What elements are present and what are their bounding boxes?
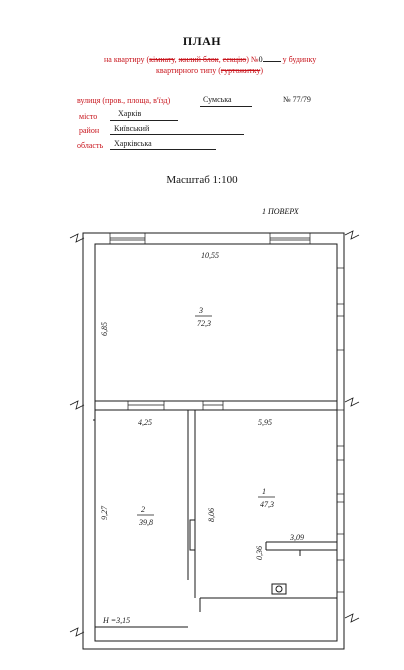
header-room-struck: кімнату (149, 55, 175, 64)
dim-room2-width: 4,25 (138, 418, 152, 427)
header-line2-suffix: ) (260, 66, 263, 75)
header-line1-prefix: на квартиру ( (104, 55, 150, 64)
header-section-struck: секцію (222, 55, 247, 64)
street-value: Сумська (203, 95, 232, 104)
room2-area: 39,8 (139, 518, 153, 527)
region-value: Харківська (114, 139, 152, 148)
outer-wall-inner (95, 244, 337, 641)
house-number: № 77/79 (283, 95, 311, 104)
dim-room2-height: 9,27 (100, 506, 109, 520)
outer-wall-outer (83, 233, 344, 649)
district-label: район (79, 126, 100, 135)
header-line1-suffix: у будинку (280, 55, 317, 64)
room2-number: 2 (141, 505, 145, 514)
ceiling-height: H =3,15 (103, 616, 131, 625)
dim-closet-depth: 0,36 (255, 546, 264, 560)
dim-room1-width: 5,95 (258, 418, 272, 427)
dim-room3-height: 6,85 (100, 322, 109, 336)
street-label: вулиця (пров., площа, в'їзд) (77, 96, 171, 105)
room1-number: 1 (262, 487, 266, 496)
header-block-struck: жилий блок (178, 55, 219, 64)
break-marks (70, 231, 359, 636)
floor-label: 1 ПОВЕРХ (262, 207, 299, 216)
room-labels (137, 306, 275, 527)
header-separator-1: , (174, 55, 179, 64)
apartment-number: 0 (258, 55, 263, 64)
room3-number: 3 (199, 306, 203, 315)
header-separator-2: , (218, 55, 223, 64)
city-label: місто (79, 112, 98, 121)
dim-closet-width: 3,09 (290, 533, 304, 542)
dim-top-width: 10,55 (201, 251, 219, 260)
room1-area: 47,3 (260, 500, 274, 509)
header-line2-prefix: квартирного типу ( (156, 66, 221, 75)
dim-partition-length: 8,06 (207, 508, 216, 522)
scale-label: Масштаб 1:100 (166, 174, 238, 186)
partition-door (190, 520, 195, 550)
sink-drain (276, 586, 282, 592)
region-label: область (77, 141, 104, 150)
windows-right (337, 268, 344, 592)
header-dormitory-struck: гуртожитку (220, 66, 261, 75)
city-value: Харків (118, 109, 142, 118)
header-number-label: ) № (246, 55, 259, 64)
room3-area: 72,3 (197, 319, 211, 328)
district-value: Київський (114, 124, 150, 133)
document-title: ПЛАН (182, 34, 222, 48)
